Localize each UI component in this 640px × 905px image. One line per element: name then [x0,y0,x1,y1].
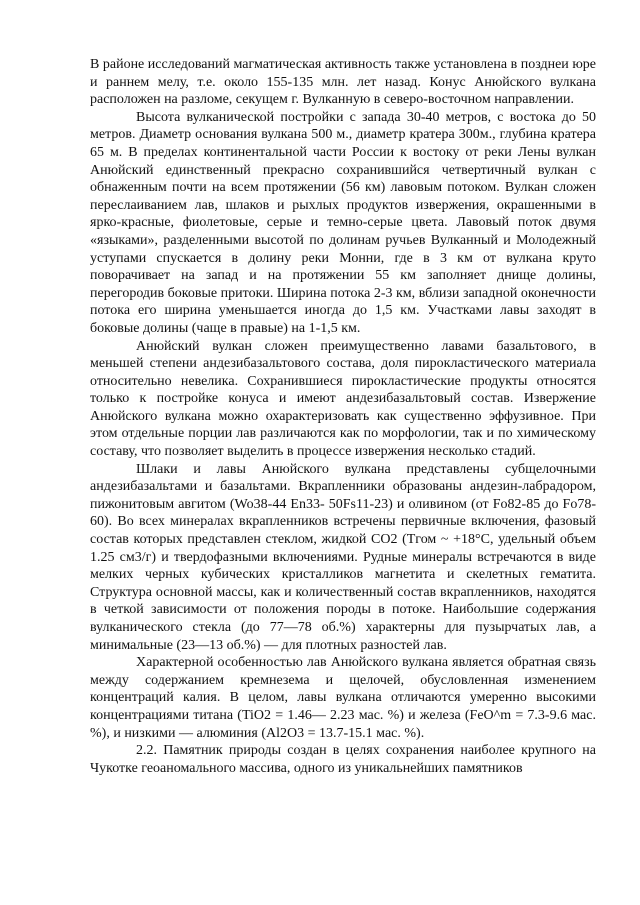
paragraph-nature-monument: 2.2. Памятник природы создан в целях сохранения наиболее крупного на Чукотке геоаномального массива, одного из уникальнейших памятников [90,743,596,776]
paragraph-magmatic-activity: В районе исследований магматическая активность также установлена в позднеи юре и раннем мелу, т.е. около 155-135 млн. лет назад. Конус Анюйского вулкана расположен на разломе, секущем г. Вулканную в северо-восточном направлении. [90,57,596,108]
paragraph-lava-composition: Анюйский вулкан сложен преимущественно лавами базальтового, в меньшей степени андезибазальтового состава, доля пирокластического материала относительно невелика. Сохранившиеся пирокластические продукты относятся только к постройке конуса и имеют андезибазальтовый состав. Извержение Анюйского вулкана можно охарактеризовать как существенно эффузивное. При этом отдельные порции лав различаются как по морфологии, так и по химическому составу, что позволяет выделить в процессе извержения несколько стадий. [90,338,596,460]
paragraph-characteristic-feature: Характерной особенностью лав Анюйского вулкана является обратная связь между содержанием кремнезема и щелочей, обусловленная изменением концентраций калия. В целом, лавы вулкана отличаются умеренно высокими концентрациями титана (TiO2 = 1.46— 2.23 мас. %) и железа (FeO^m = 7.3-9.6 мас. %), и низкими — алюминия (Al2O3 = 13.7-15.1 мас. %). [90,655,596,741]
paragraph-slag-and-lava: Шлаки и лавы Анюйского вулкана представлены субщелочными андезибазальтами и базальтами. Вкрапленники образованы андезин-лабрадором, пижонитовым авгитом (Wo38-44 En33- 50Fs11-23) и оливином (от Fo82-85 до Fo78-60). Во всех минералах вкрапленников встречены первичные включения, фазовый состав которых представлен стеклом, жидкой СО2 (Тгом ~ +18°С, удельный объем 1.25 см3/г) и твердофазными включениями. Рудные минералы встречаются в виде мелких черных кубических кристалликов магнетита и скелетных гематита. Структура основной массы, как и количественный состав вкрапленников, находятся в четкой зависимости от положения породы в потоке. Наибольшие содержания вулканического стекла (до 77—78 об.%) характерны для пузырчатых лав, а минимальные (23—13 об.%) — для плотных разностей лав. [90,461,596,653]
paragraph-volcano-dimensions: Высота вулканической постройки с запада 30-40 метров, с востока до 50 метров. Диаметр основания вулкана 500 м., диаметр кратера 300м., глубина кратера 65 м. В пределах континентальной части России к востоку от реки Лены вулкан Анюйский единственный прекрасно сохранившийся четвертичный вулкан с обнаженным почти на всем протяжении (56 км) лавовым потоком. Вулкан сложен переслаиванием лав, шлаков и рыхлых продуктов извержения, окрашенными в ярко-красные, фиолетовые, серые и темно-серые цвета. Лавовый поток двумя «языками», разделенными высотой по долинам ручьев Вулканный и Молодежный уступами спускается в долину реки Монни, где в 3 км от вулкана круто поворачивает на запад и на протяжении 55 км заполняет днище долины, перегородив боковые притоки. Ширина потока 2-3 км, вблизи западной оконечности потока его ширина уменьшается иногда до 1,5 км. Участками лавы заходят в боковые долины (чаще в правые) на 1-1,5 км. [90,109,596,336]
document-page [90,56,596,777]
